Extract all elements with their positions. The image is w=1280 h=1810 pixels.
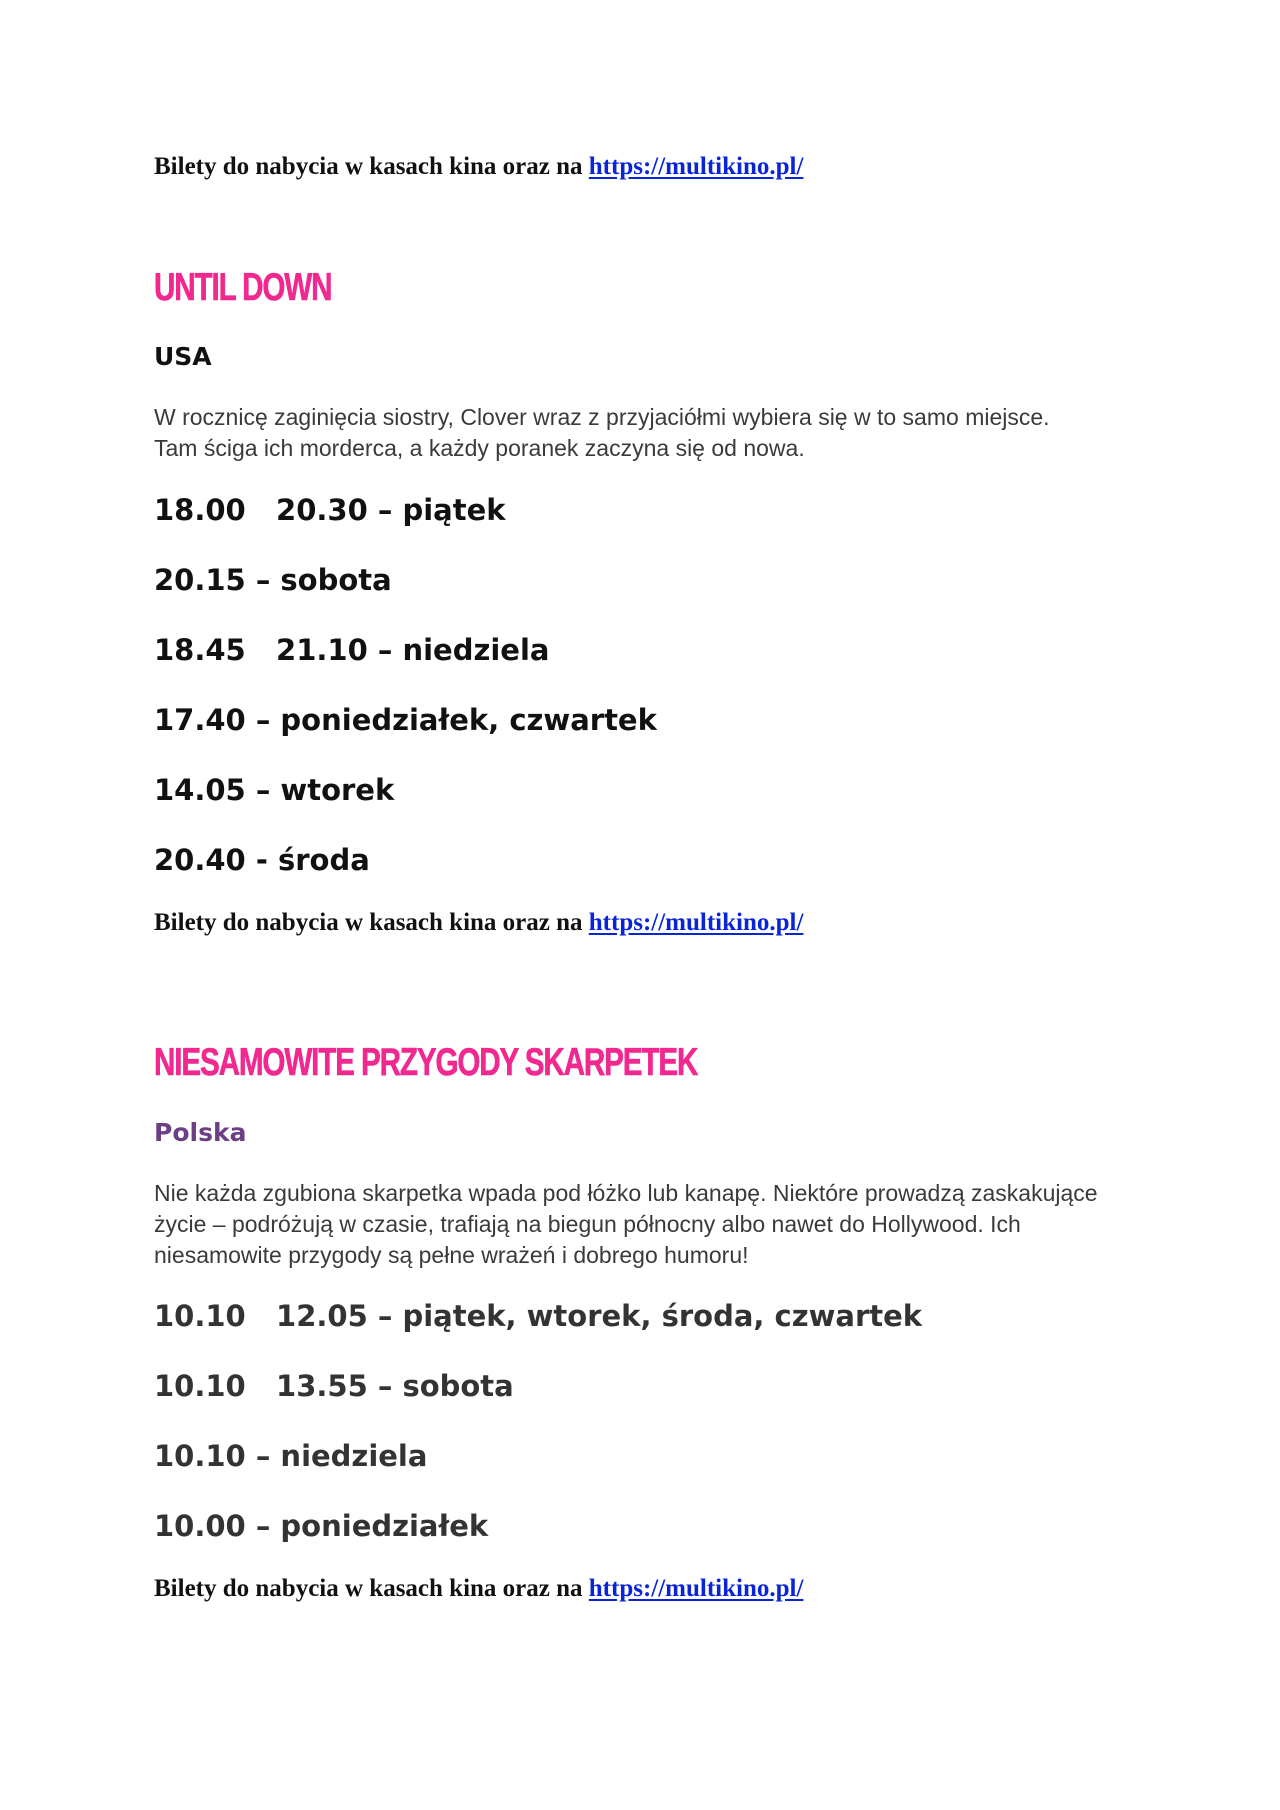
description-line: życie – podróżują w czasie, trafiają na biegun północny albo nawet do Hollywood. Ich <box>154 1211 1021 1237</box>
description-line: W rocznicę zaginięcia siostry, Clover wraz z przyjaciółmi wybiera się w to samo miejsce. <box>154 404 1050 430</box>
showtime-row: 10.00 – poniedziałek <box>154 1509 489 1543</box>
film-title: UNTIL DOWN <box>154 266 332 309</box>
film-description <box>154 1178 1154 1271</box>
multikino-link[interactable]: https://multikino.pl/ <box>588 1575 804 1602</box>
showtime-row: 18.00 20.30 – piątek <box>154 493 506 527</box>
showtime-row: 10.10 – niedziela <box>154 1439 428 1473</box>
film-country: USA <box>154 342 212 371</box>
multikino-link[interactable]: https://multikino.pl/ <box>588 909 804 936</box>
tickets-text: Bilety do nabycia w kasach kina oraz na <box>154 153 589 180</box>
film-description <box>154 402 1154 464</box>
tickets-text: Bilety do nabycia w kasach kina oraz na <box>154 1575 589 1602</box>
showtime-row: 14.05 – wtorek <box>154 773 395 807</box>
description-line: niesamowite przygody są pełne wrażeń i dobrego humoru! <box>154 1242 749 1268</box>
description-line: Nie każda zgubiona skarpetka wpada pod łóżko lub kanapę. Niektóre prowadzą zaskakujące <box>154 1180 1098 1206</box>
tickets-line <box>154 1574 803 1604</box>
showtime-row: 20.40 - środa <box>154 843 370 877</box>
film-title: NIESAMOWITE PRZYGODY SKARPETEK <box>154 1041 698 1084</box>
tickets-line <box>154 908 803 938</box>
showtime-row: 20.15 – sobota <box>154 563 392 597</box>
multikino-link[interactable]: https://multikino.pl/ <box>588 153 804 180</box>
film-country: Polska <box>154 1118 247 1147</box>
showtime-row: 10.10 12.05 – piątek, wtorek, środa, czwartek <box>154 1299 923 1333</box>
description-line: Tam ściga ich morderca, a każdy poranek zaczyna się od nowa. <box>154 435 805 461</box>
tickets-line <box>154 152 803 182</box>
tickets-text: Bilety do nabycia w kasach kina oraz na <box>154 909 589 936</box>
showtime-row: 18.45 21.10 – niedziela <box>154 633 550 667</box>
showtime-row: 10.10 13.55 – sobota <box>154 1369 514 1403</box>
showtime-row: 17.40 – poniedziałek, czwartek <box>154 703 657 737</box>
